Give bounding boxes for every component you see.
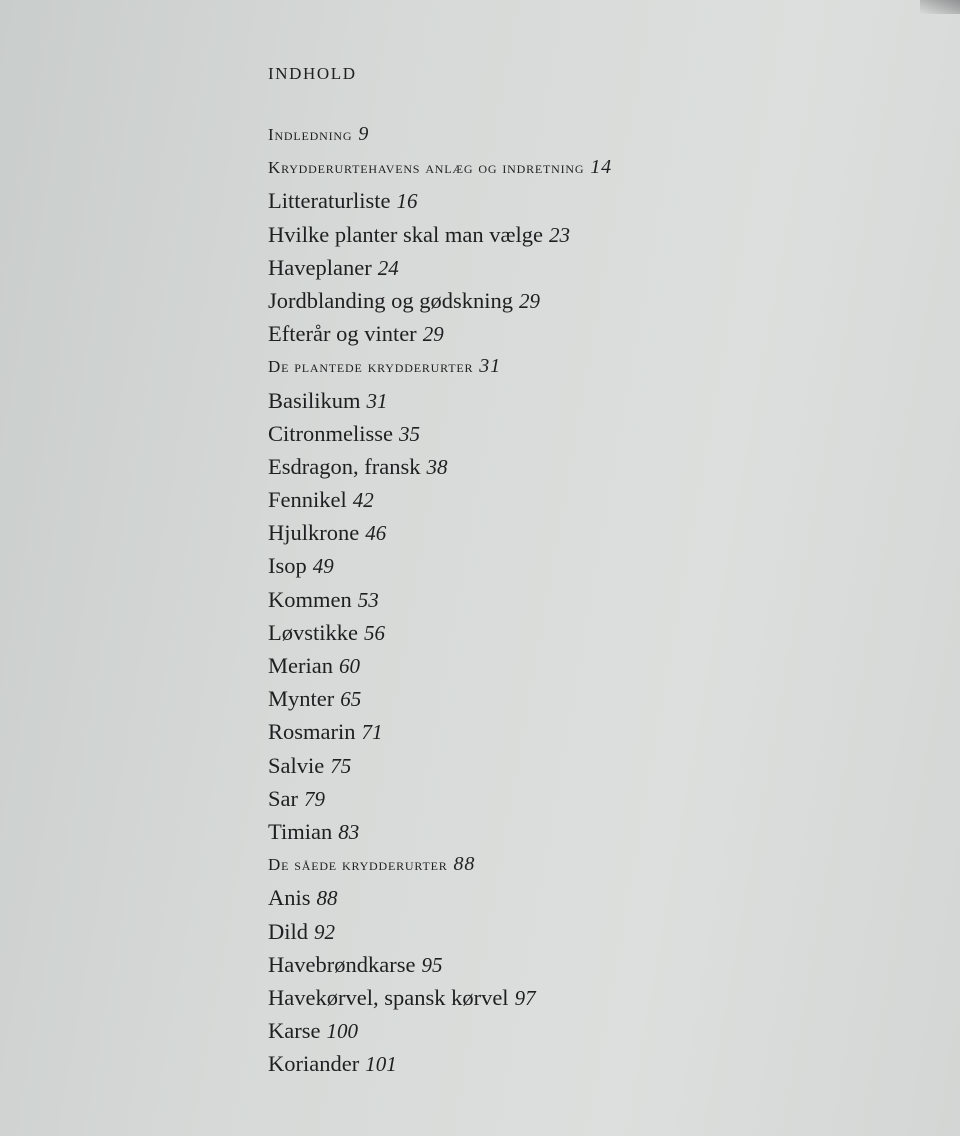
toc-entry-title: De plantede krydderurter (268, 357, 474, 377)
toc-entry-title: Jordblanding og gødskning (268, 287, 513, 313)
toc-entry (268, 284, 908, 317)
toc-entry-title: Rosmarin (268, 719, 356, 745)
toc-entry (268, 981, 908, 1014)
toc-page-number: 53 (357, 587, 379, 612)
toc-page-number: 97 (514, 985, 536, 1010)
toc-entry (268, 749, 908, 782)
toc-entry-title: Litteraturliste (268, 188, 391, 214)
toc-page-number: 49 (312, 554, 334, 579)
toc-page-number: 92 (314, 919, 336, 944)
toc-entry-title: De såede krydderurter (268, 855, 448, 875)
toc-page-number: 42 (352, 488, 374, 513)
toc-page-number: 88 (453, 853, 476, 876)
toc-entry (268, 549, 908, 582)
toc-page-number: 83 (338, 819, 360, 844)
toc-entry-title: Kommen (268, 586, 352, 612)
toc-entry-title: Fennikel (268, 487, 347, 513)
toc-section-heading (268, 118, 908, 151)
toc-section-heading (268, 848, 908, 881)
toc-entry (268, 881, 908, 914)
toc-page-number: 100 (326, 1019, 358, 1044)
toc-page-number: 75 (330, 753, 352, 778)
toc-entry (268, 317, 908, 350)
toc-page-number: 16 (396, 189, 418, 214)
toc-entry (268, 1047, 908, 1080)
toc-entry (268, 782, 908, 815)
toc-entry (268, 715, 908, 748)
toc-page-number: 23 (548, 222, 570, 247)
toc-page-number: 101 (365, 1052, 397, 1077)
toc-entry-title: Isop (268, 553, 307, 579)
toc-entry-title: Citronmelisse (268, 420, 393, 446)
toc-entry-title: Merian (268, 653, 333, 678)
toc-entry (268, 184, 908, 217)
toc-entry (268, 483, 908, 516)
toc-entry-title: Efterår og vinter (268, 321, 417, 347)
toc-entry (268, 1014, 908, 1047)
toc-page-number: 88 (316, 886, 338, 911)
toc-page-number: 29 (519, 288, 540, 313)
toc-entry (268, 915, 908, 948)
toc-page-number: 9 (358, 123, 370, 145)
toc-page-number: 35 (399, 421, 420, 446)
toc-entry-title: Hvilke planter skal man vælge (268, 221, 543, 247)
page-corner-shadow (920, 0, 960, 14)
toc-entry-title: Løvstikke (268, 619, 358, 645)
toc-entry (268, 948, 908, 981)
toc-entry-title: Havekørvel, spansk kørvel (268, 984, 509, 1010)
toc-page-number: 65 (340, 687, 362, 712)
toc-entry-title: Indledning (268, 125, 353, 144)
toc-entry-title: Karse (268, 1018, 321, 1044)
toc-entry-title: Anis (268, 885, 311, 911)
toc-page-number: 31 (479, 355, 501, 378)
toc-entry-title: Haveplaner (268, 254, 372, 280)
toc-entry-title: Krydderurtehavens anlæg og indretning (268, 158, 585, 178)
toc-page-number: 38 (426, 454, 448, 479)
toc-heading: INDHOLD (268, 64, 357, 83)
toc-page-number: 56 (364, 620, 385, 645)
toc-page-number: 31 (366, 388, 388, 413)
toc-section-heading (268, 350, 908, 383)
toc-entry (268, 583, 908, 616)
toc-entry (268, 251, 908, 284)
toc-page-number: 95 (421, 952, 443, 977)
toc-entry (268, 384, 908, 417)
toc-entry-title: Havebrøndkarse (268, 951, 416, 977)
toc-entry-title: Dild (268, 918, 309, 944)
toc-entry (268, 218, 908, 251)
toc-page-number: 24 (377, 255, 399, 280)
toc-page-number: 71 (361, 720, 383, 745)
toc-entry (268, 649, 908, 682)
toc-entry-title: Mynter (268, 686, 335, 712)
toc-entry-title: Sar (268, 785, 298, 811)
toc-section-heading (268, 151, 908, 184)
toc-entry (268, 616, 908, 649)
toc-entry (268, 450, 908, 483)
toc-entry-title: Basilikum (268, 387, 361, 413)
toc-entry-title: Koriander (268, 1051, 360, 1077)
toc-page-number: 29 (422, 322, 444, 347)
toc-entry-title: Timian (268, 818, 333, 844)
toc-entry (268, 516, 908, 549)
toc-entry-title: Salvie (268, 752, 325, 778)
toc-page-number: 60 (338, 654, 360, 678)
table-of-contents (268, 118, 908, 1080)
toc-entry-title: Hjulkrone (268, 520, 360, 546)
toc-entry (268, 815, 908, 848)
toc-page-number: 46 (365, 521, 387, 546)
toc-page-number: 79 (304, 786, 325, 811)
toc-entry (268, 682, 908, 715)
toc-entry-title: Esdragon, fransk (268, 453, 421, 479)
toc-page-number: 14 (590, 156, 612, 179)
toc-entry (268, 417, 908, 450)
